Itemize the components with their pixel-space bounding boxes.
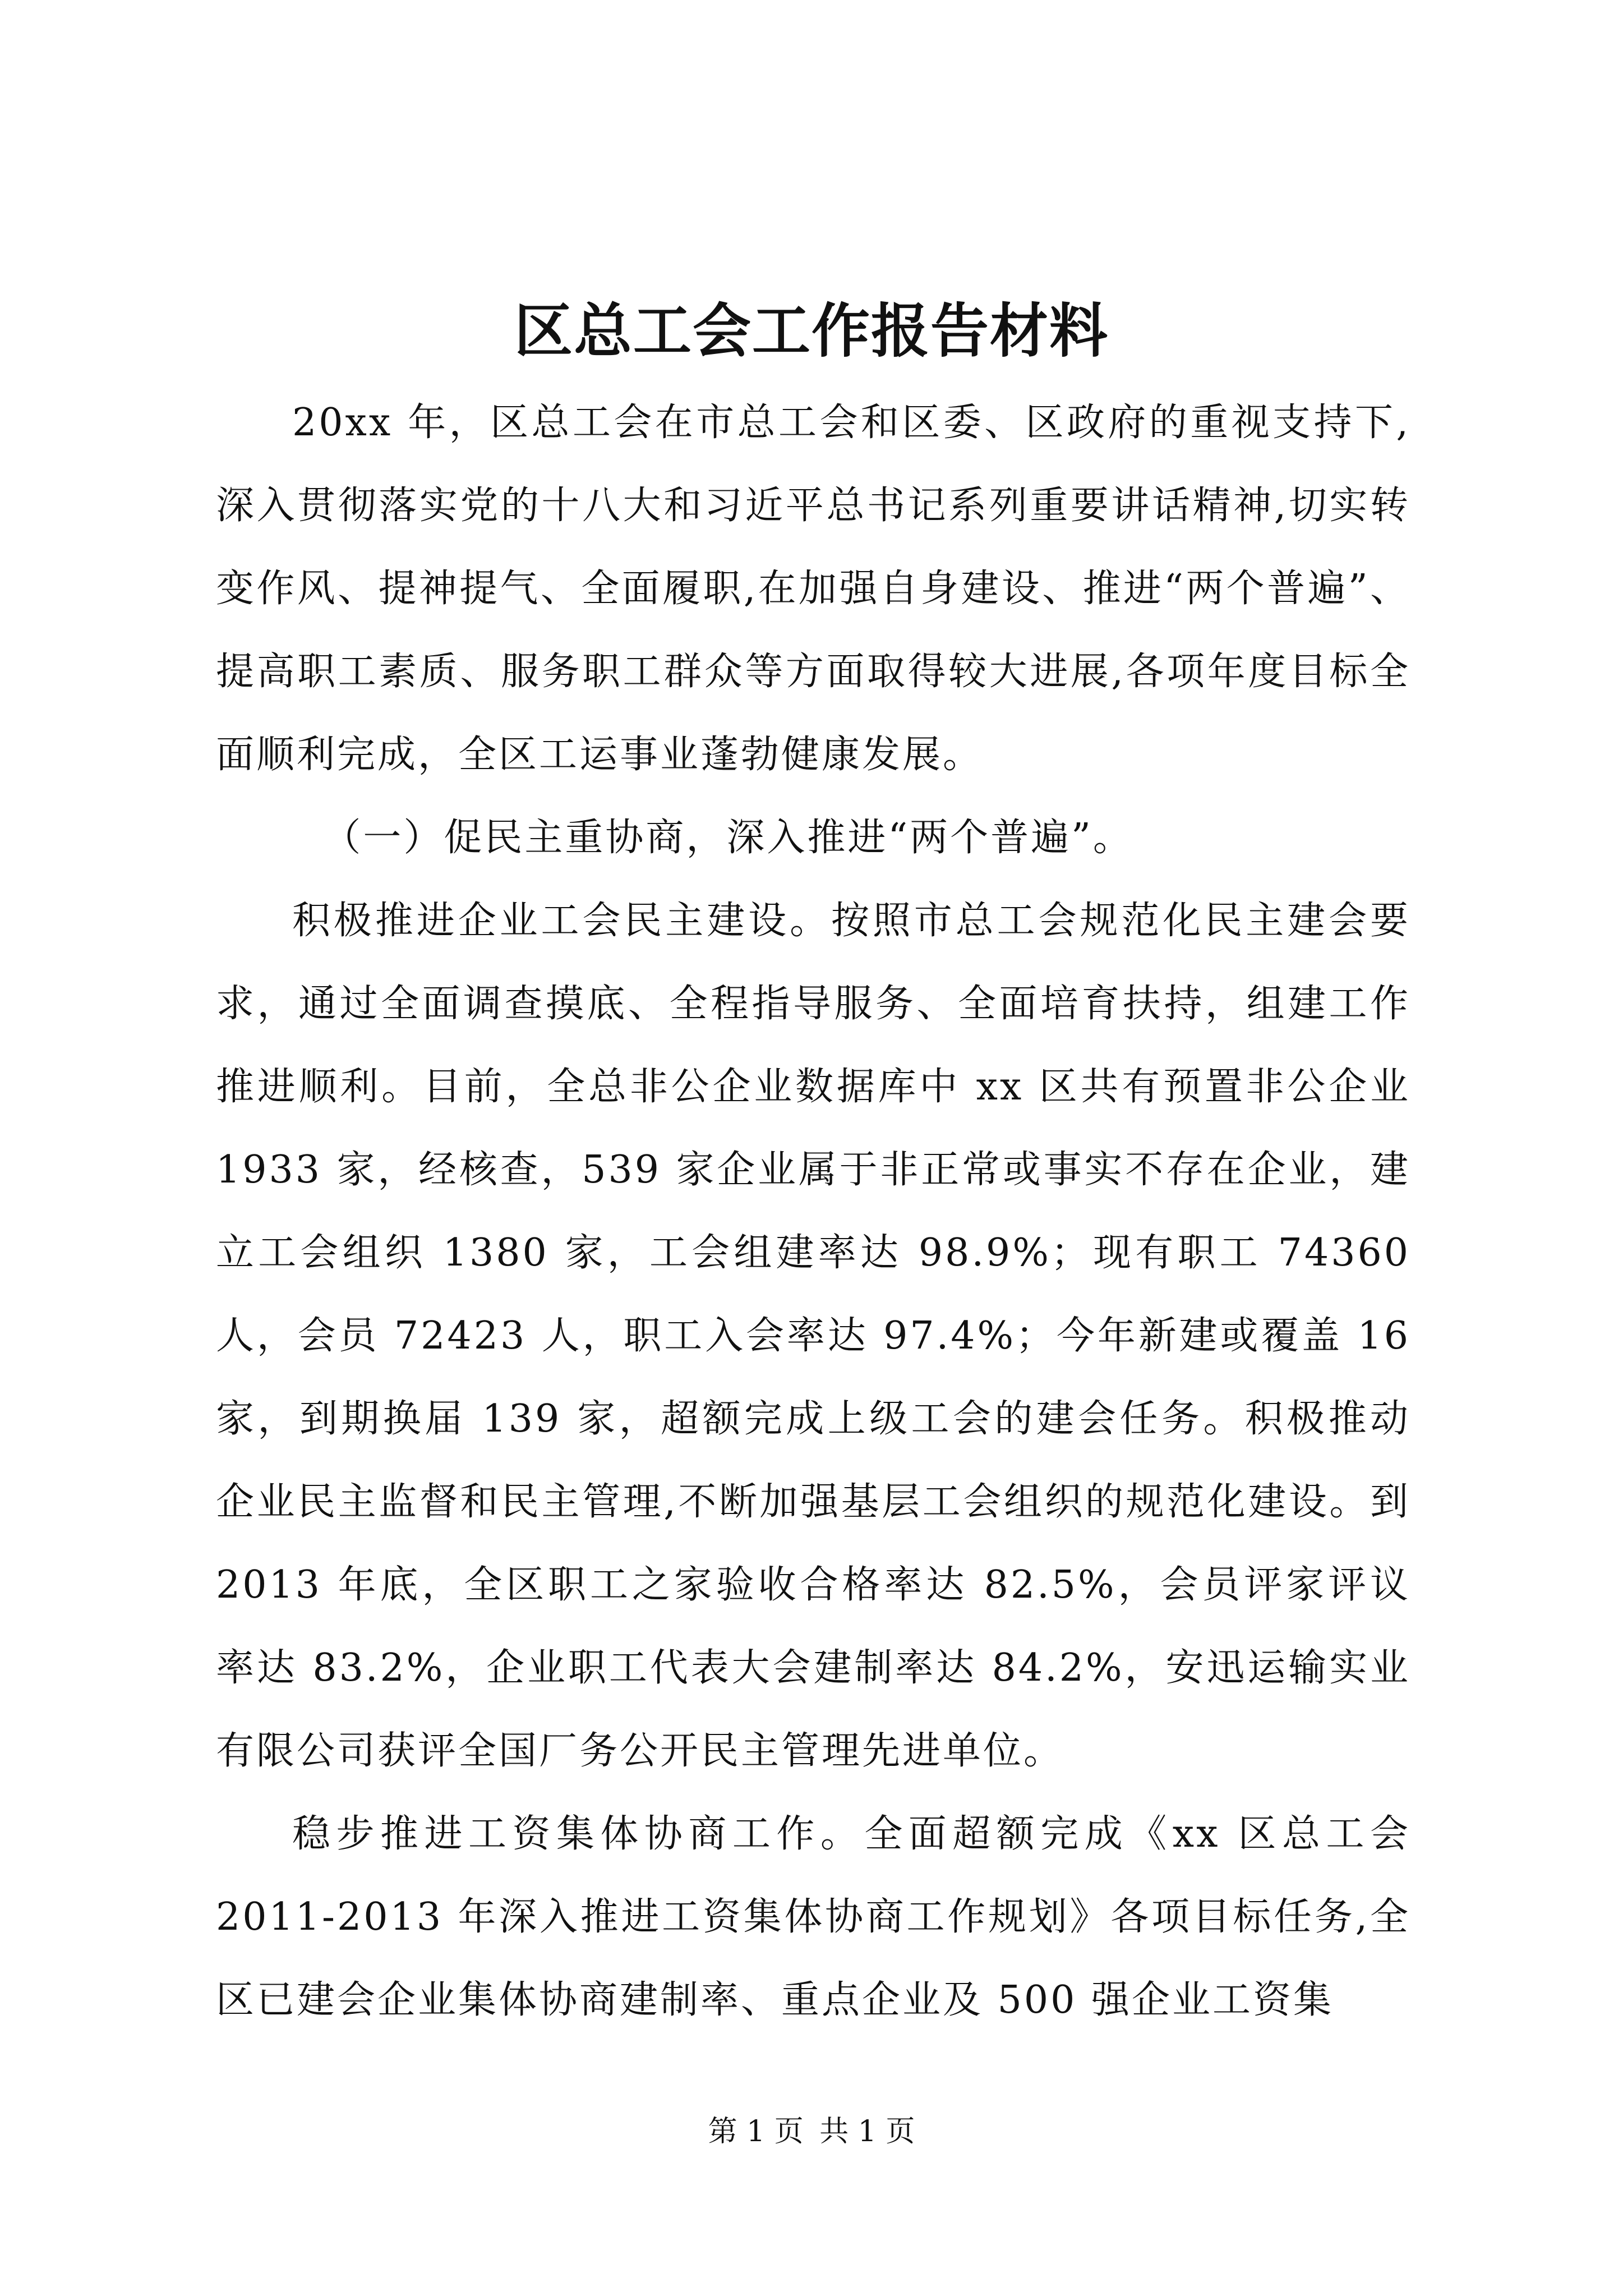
section-heading-1: （一）促民主重协商，深入推进“两个普遍”。 [322, 816, 1133, 860]
paragraph-intro: 20xx 年，区总工会在市总工会和区委、区政府的重视支持下,深入贯彻落实党的十八大和习近平总书记系列重要讲话精神,切实转变作风、提神提气、全面履职,在加强自身建设、推进“两个普遍”、提高职工素质、服务职工群众等方面取得较大进展,各项年度目标全面顺利完成，全区工运事业蓬勃健康发展。 [216, 401, 1410, 777]
page-total: 共 1 页 [819, 2115, 915, 2148]
document-title: 区总工会工作报告材料 [514, 296, 1109, 365]
page-footer [0, 2112, 1623, 2151]
paragraph-union-democracy: 积极推进企业工会民主建设。按照市总工会规范化民主建会要求，通过全面调查摸底、全程指导服务、全面培育扶持，组建工作推进顺利。目前，全总非公企业数据库中 xx 区共有预置非公企业 1933 家，经核查，539 家企业属于非正常或事实不存在企业，建立工会组织 1380 家，工会组建率达 98.9%；现有职工 74360 人，会员 72423 人，职工入会率达 97.4%；今年新建或覆盖 16 家，到期换届 139 家，超额完成上级工会的建会任务。积极推动企业民主监督和民主管理,不断加强基层工会组织的规范化建设。到 2013 年底，全区职工之家验收合格率达 82.5%，会员评家评议率达 83.2%，企业职工代表大会建制率达 84.2%，安迅运输实业有限公司获评全国厂务公开民主管理先进单位。 [216, 899, 1410, 1773]
page-number: 第 1 页 [708, 2115, 804, 2148]
document-body [216, 381, 1410, 2042]
paragraph-wage-negotiation: 稳步推进工资集体协商工作。全面超额完成《xx 区总工会 2011-2013 年深入推进工资集体协商工作规划》各项目标任务,全区已建会企业集体协商建制率、重点企业及 500 强企业工资集 [216, 1812, 1410, 2022]
